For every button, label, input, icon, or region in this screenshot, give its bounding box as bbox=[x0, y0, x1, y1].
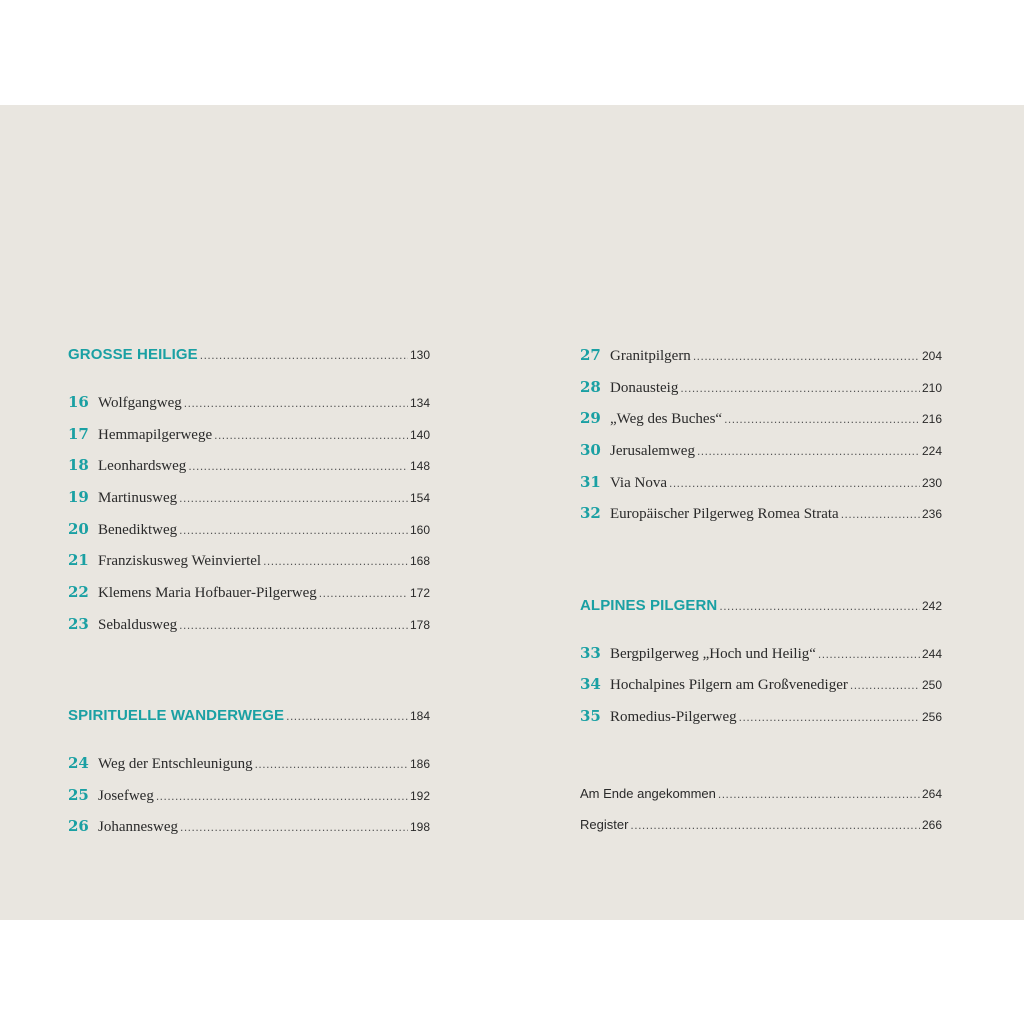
toc-entry: 17 Hemmapilgerwege ..... 140 bbox=[68, 425, 430, 449]
toc-entry: 21 Franziskusweg Weinviertel ..... 168 bbox=[68, 551, 430, 575]
dot-leader bbox=[818, 647, 920, 661]
toc-page bbox=[0, 105, 1024, 920]
toc-entry: 29 „Weg des Buches“ ..... 216 bbox=[580, 409, 942, 433]
dot-leader bbox=[693, 349, 920, 363]
dot-leader bbox=[214, 428, 408, 442]
dot-leader bbox=[156, 789, 408, 803]
toc-entry: 28 Donausteig ..... 210 bbox=[580, 378, 942, 402]
toc-entry: 34 Hochalpines Pilgern am Großvenediger ..... 250 bbox=[580, 675, 942, 699]
dot-leader bbox=[841, 507, 920, 521]
toc-extra-entry: Register ..... 266 bbox=[580, 817, 942, 841]
toc-entry: 18 Leonhardsweg ..... 148 bbox=[68, 456, 430, 480]
dot-leader bbox=[179, 523, 408, 537]
dot-leader bbox=[263, 554, 408, 568]
toc-entry: 20 Benediktweg ..... 160 bbox=[68, 520, 430, 544]
toc-entry: 30 Jerusalemweg ..... 224 bbox=[580, 441, 942, 465]
toc-entry: 16 Wolfgangweg ..... 134 bbox=[68, 393, 430, 417]
dot-leader bbox=[630, 818, 920, 832]
toc-section-heading: GROSSE HEILIGE ..... 130 bbox=[68, 346, 430, 370]
toc-entry: 31 Via Nova ..... 230 bbox=[580, 473, 942, 497]
toc-entry: 24 Weg der Entschleunigung ..... 186 bbox=[68, 754, 430, 778]
dot-leader bbox=[188, 459, 408, 473]
toc-extra-entry: Am Ende angekommen ..... 264 bbox=[580, 786, 942, 810]
dot-leader bbox=[200, 348, 408, 362]
dot-leader bbox=[319, 586, 408, 600]
dot-leader bbox=[850, 678, 920, 692]
toc-entry: 27 Granitpilgern ..... 204 bbox=[580, 346, 942, 370]
dot-leader bbox=[669, 476, 920, 490]
toc-entry: 23 Sebaldusweg ..... 178 bbox=[68, 615, 430, 639]
toc-entry: 33 Bergpilgerweg „Hoch und Heilig“ ..... 244 bbox=[580, 644, 942, 668]
dot-leader bbox=[724, 412, 920, 426]
dot-leader bbox=[718, 787, 920, 801]
dot-leader bbox=[680, 381, 920, 395]
dot-leader bbox=[255, 757, 408, 771]
dot-leader bbox=[719, 599, 920, 613]
toc-entry: 25 Josefweg ..... 192 bbox=[68, 786, 430, 810]
toc-section-heading: SPIRITUELLE WANDERWEGE ..... 184 bbox=[68, 707, 430, 731]
dot-leader bbox=[179, 491, 408, 505]
toc-entry: 26 Johannesweg ..... 198 bbox=[68, 817, 430, 841]
toc-section-heading: ALPINES PILGERN ..... 242 bbox=[580, 597, 942, 621]
dot-leader bbox=[697, 444, 920, 458]
toc-entry: 32 Europäischer Pilgerweg Romea Strata ..... 236 bbox=[580, 504, 942, 528]
dot-leader bbox=[179, 618, 408, 632]
toc-entry: 35 Romedius-Pilgerweg ..... 256 bbox=[580, 707, 942, 731]
dot-leader bbox=[286, 709, 408, 723]
dot-leader bbox=[739, 710, 920, 724]
dot-leader bbox=[180, 820, 408, 834]
toc-entry: 22 Klemens Maria Hofbauer-Pilgerweg ..... 172 bbox=[68, 583, 430, 607]
toc-entry: 19 Martinusweg ..... 154 bbox=[68, 488, 430, 512]
dot-leader bbox=[184, 396, 408, 410]
